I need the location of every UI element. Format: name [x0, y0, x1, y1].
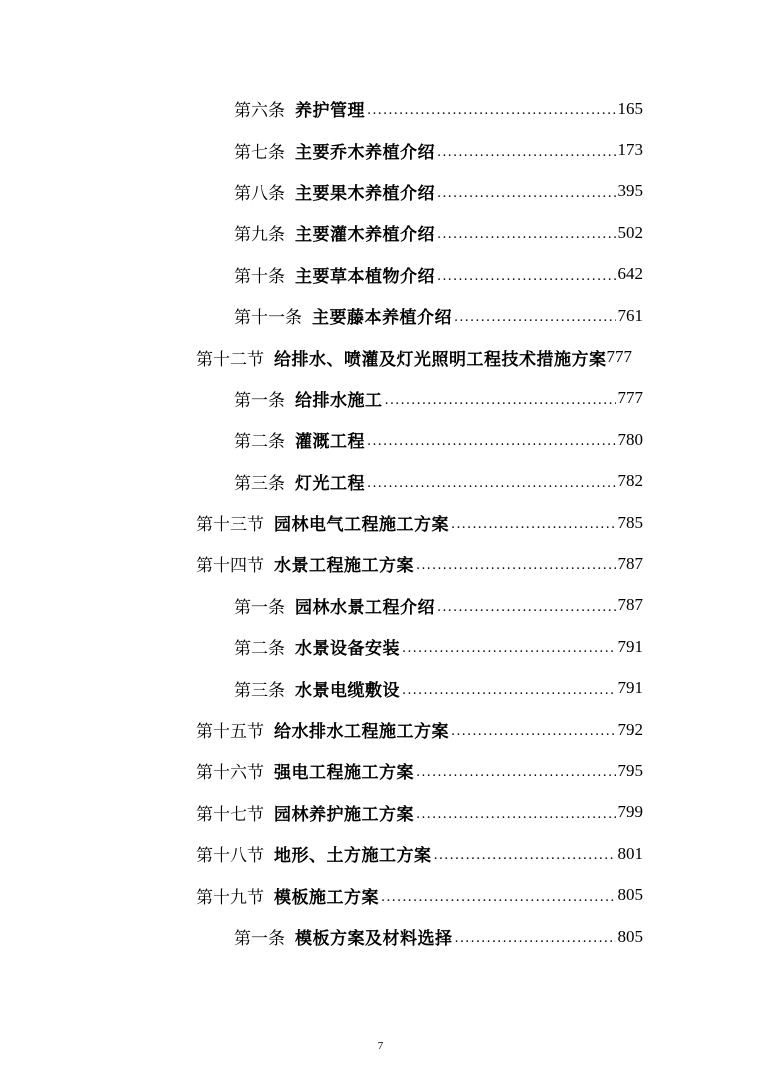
toc-dot-leader	[434, 845, 616, 862]
toc-dot-leader	[416, 804, 616, 821]
toc-entry-title: 园林水景工程介绍	[295, 597, 435, 618]
toc-article-entry[interactable]	[0, 212, 643, 253]
toc-entry-page: 792	[617, 719, 643, 739]
toc-entry-title: 给水排水工程施工方案	[274, 722, 449, 743]
toc-entry-page: 801	[617, 843, 643, 863]
toc-dot-leader	[402, 638, 616, 655]
toc-section-entry[interactable]	[0, 792, 643, 833]
toc-dot-leader	[416, 555, 616, 572]
toc-entry-number: 第十五节	[196, 722, 264, 743]
toc-entry-page: 785	[617, 512, 643, 532]
table-of-contents	[0, 88, 761, 957]
toc-section-entry[interactable]	[0, 336, 643, 377]
toc-entry-number: 第二条	[234, 639, 285, 660]
toc-entry-page: 173	[617, 140, 643, 160]
toc-entry-title: 模板施工方案	[274, 887, 379, 908]
toc-entry-title: 给排水、喷灌及灯光照明工程技术措施方案	[274, 349, 607, 370]
toc-dot-leader	[367, 100, 616, 117]
toc-entry-page: 791	[617, 636, 643, 656]
toc-dot-leader	[437, 597, 616, 614]
toc-entry-page: 777	[606, 347, 632, 367]
toc-dot-leader	[454, 307, 616, 324]
toc-dot-leader	[437, 142, 616, 159]
toc-section-entry[interactable]	[0, 750, 643, 791]
toc-dot-leader	[367, 431, 616, 448]
toc-dot-leader	[402, 680, 616, 697]
toc-section-entry[interactable]	[0, 543, 643, 584]
toc-article-entry[interactable]	[0, 129, 643, 170]
toc-entry-title: 灌溉工程	[295, 432, 365, 453]
toc-entry-page: 799	[617, 802, 643, 822]
toc-entry-page: 165	[617, 98, 643, 118]
toc-entry-number: 第十九节	[196, 887, 264, 908]
toc-section-entry[interactable]	[0, 874, 643, 915]
toc-section-entry[interactable]	[0, 502, 643, 543]
toc-entry-title: 园林养护施工方案	[274, 804, 414, 825]
toc-entry-number: 第十六节	[196, 763, 264, 784]
toc-entry-page: 791	[617, 678, 643, 698]
toc-entry-number: 第十四节	[196, 556, 264, 577]
toc-entry-title: 主要灌木养植介绍	[295, 225, 435, 246]
toc-entry-number: 第一条	[234, 597, 285, 618]
toc-entry-page: 761	[617, 305, 643, 325]
toc-dot-leader	[367, 473, 616, 490]
toc-entry-title: 园林电气工程施工方案	[274, 515, 449, 536]
toc-entry-title: 灯光工程	[295, 473, 365, 494]
toc-entry-page: 787	[617, 595, 643, 615]
toc-entry-title: 水景电缆敷设	[295, 680, 400, 701]
toc-dot-leader	[437, 266, 616, 283]
toc-entry-number: 第一条	[234, 390, 285, 411]
toc-article-entry[interactable]	[0, 461, 643, 502]
toc-entry-page: 395	[617, 181, 643, 201]
toc-article-entry[interactable]	[0, 295, 643, 336]
toc-dot-leader	[437, 183, 616, 200]
toc-section-entry[interactable]	[0, 833, 643, 874]
toc-entry-title: 地形、土方施工方案	[274, 846, 432, 867]
toc-dot-leader	[437, 224, 616, 241]
toc-entry-number: 第六条	[234, 101, 285, 122]
toc-article-entry[interactable]	[0, 88, 643, 129]
toc-entry-title: 模板方案及材料选择	[295, 929, 453, 949]
toc-article-entry[interactable]	[0, 254, 643, 295]
toc-entry-title: 主要草本植物介绍	[295, 266, 435, 287]
toc-entry-number: 第十二节	[196, 349, 264, 370]
toc-entry-title: 给排水施工	[295, 390, 383, 411]
toc-entry-page: 805	[617, 885, 643, 905]
toc-article-entry[interactable]	[0, 667, 643, 708]
toc-entry-number: 第八条	[234, 183, 285, 204]
toc-entry-page: 777	[617, 388, 643, 408]
toc-article-entry[interactable]	[0, 585, 643, 626]
toc-entry-number: 第一条	[234, 929, 285, 949]
toc-entry-title: 水景工程施工方案	[274, 556, 414, 577]
toc-dot-leader	[385, 390, 616, 407]
toc-entry-number: 第九条	[234, 225, 285, 246]
toc-dot-leader	[416, 762, 616, 779]
toc-entry-number: 第十七节	[196, 804, 264, 825]
toc-entry-title: 强电工程施工方案	[274, 763, 414, 784]
toc-dot-leader	[381, 887, 616, 904]
toc-entry-page: 805	[617, 926, 643, 946]
toc-entry-number: 第三条	[234, 680, 285, 701]
toc-entry-page: 787	[617, 553, 643, 573]
toc-entry-title: 养护管理	[295, 101, 365, 122]
toc-dot-leader	[455, 928, 616, 945]
toc-entry-page: 780	[617, 429, 643, 449]
page-number: 7	[377, 1040, 384, 1052]
toc-entry-page: 502	[617, 222, 643, 242]
toc-entry-title: 主要乔木养植介绍	[295, 142, 435, 163]
toc-dot-leader	[451, 514, 616, 531]
toc-section-entry[interactable]	[0, 709, 643, 750]
toc-entry-number: 第七条	[234, 142, 285, 163]
toc-entry-page: 782	[617, 471, 643, 491]
toc-article-entry[interactable]	[0, 916, 643, 957]
toc-article-entry[interactable]	[0, 626, 643, 667]
toc-dot-leader	[451, 721, 616, 738]
toc-entry-page: 642	[617, 264, 643, 284]
toc-entry-title: 水景设备安装	[295, 639, 400, 660]
toc-article-entry[interactable]	[0, 171, 643, 212]
toc-entry-title: 主要果木养植介绍	[295, 183, 435, 204]
toc-article-entry[interactable]	[0, 378, 643, 419]
toc-entry-number: 第二条	[234, 432, 285, 453]
toc-entry-title: 主要藤本养植介绍	[312, 308, 452, 329]
toc-entry-number: 第十一条	[234, 308, 302, 329]
toc-article-entry[interactable]	[0, 419, 643, 460]
toc-entry-number: 第十八节	[196, 846, 264, 867]
toc-entry-number: 第十条	[234, 266, 285, 287]
toc-entry-page: 795	[617, 760, 643, 780]
toc-entry-number: 第十三节	[196, 515, 264, 536]
toc-entry-number: 第三条	[234, 473, 285, 494]
